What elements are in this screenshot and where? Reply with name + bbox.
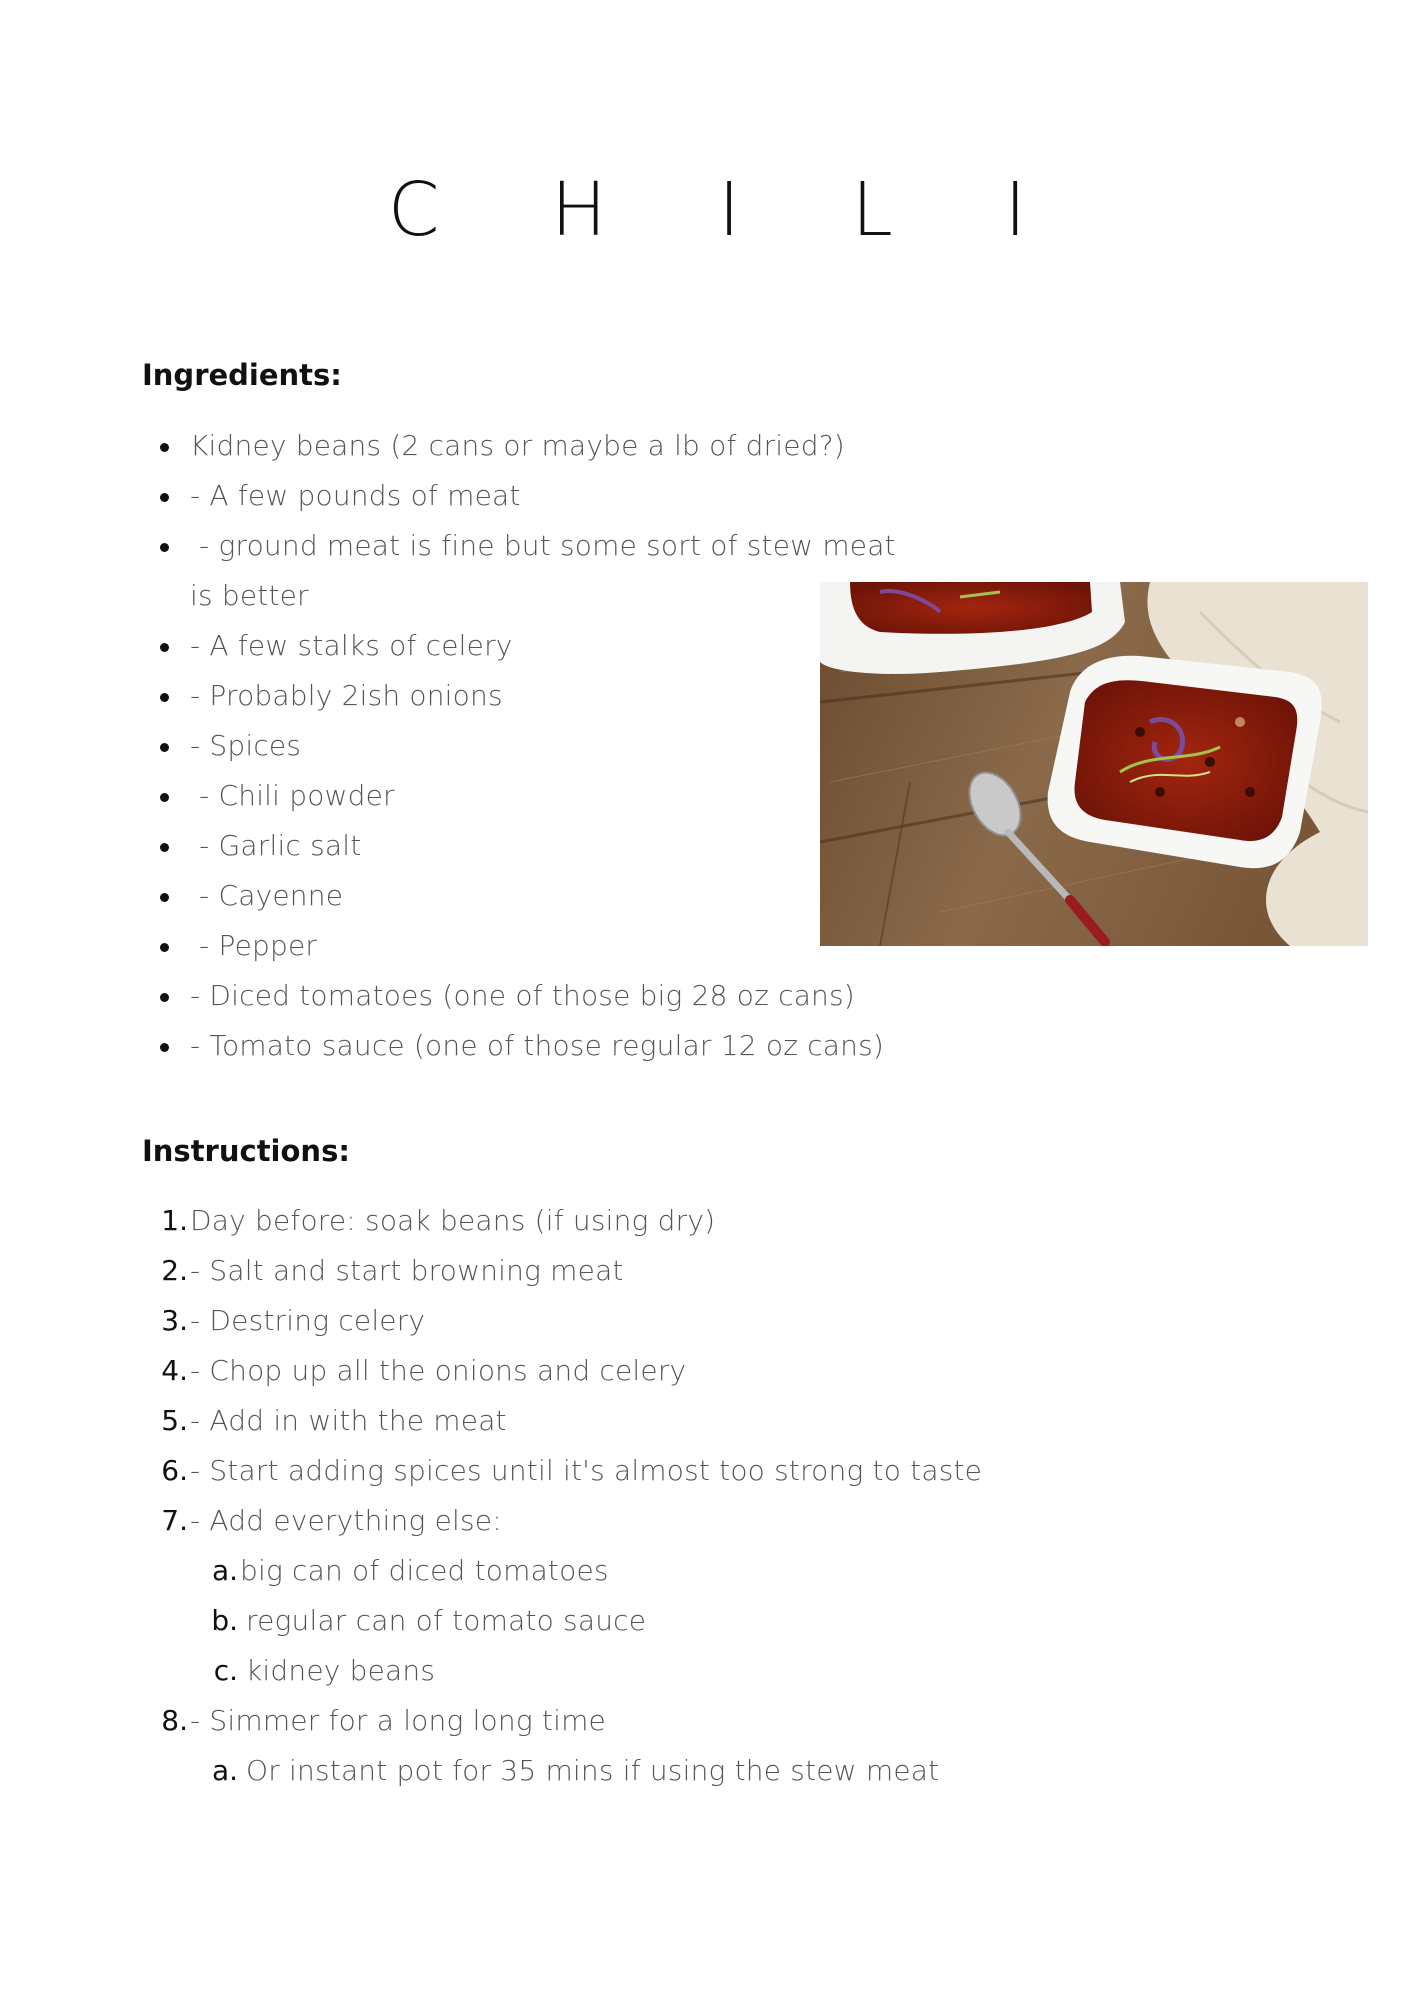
step-number: 6. (161, 1454, 188, 1487)
substep-text: big can of diced tomatoes (240, 1554, 609, 1587)
step-text: - Start adding spices until it's almost too strong to taste (190, 1454, 983, 1487)
step-number: 8. (161, 1704, 188, 1737)
bullet (160, 793, 169, 802)
step-number: 5. (161, 1404, 188, 1437)
substep-letter: c. (213, 1654, 238, 1687)
substep-text: Or instant pot for 35 mins if using the stew meat (246, 1754, 940, 1787)
list-item: - ground meat is fine but some sort of stew meat (190, 529, 896, 562)
instructions-heading: Instructions: (142, 1134, 350, 1168)
list-item: - Cayenne (190, 879, 344, 912)
step-number: 3. (161, 1304, 188, 1337)
list-item: - A few pounds of meat (190, 479, 521, 512)
list-item: - Garlic salt (190, 829, 362, 862)
bullet (160, 893, 169, 902)
substep-text: kidney beans (246, 1654, 436, 1687)
bullet (160, 1043, 169, 1052)
list-item: - Probably 2ish onions (190, 679, 503, 712)
step-number: 2. (161, 1254, 188, 1287)
step-text: - Simmer for a long long time (190, 1704, 606, 1737)
bullet (160, 943, 169, 952)
bullet (160, 443, 169, 452)
ingredients-heading: Ingredients: (142, 358, 342, 392)
step-text: - Add everything else: (190, 1504, 502, 1537)
bullet (160, 843, 169, 852)
list-item: - Tomato sauce (one of those regular 12 oz cans) (190, 1029, 885, 1062)
step-text: - Salt and start browning meat (190, 1254, 624, 1287)
list-item: - Chili powder (190, 779, 395, 812)
substep-letter: a. (211, 1554, 238, 1587)
list-item-continuation: is better (190, 579, 309, 612)
bullet (160, 693, 169, 702)
bullet (160, 643, 169, 652)
list-item: Kidney beans (2 cans or maybe a lb of dried?) (190, 429, 845, 462)
list-item: - A few stalks of celery (190, 629, 513, 662)
bullet (160, 743, 169, 752)
bullet (160, 543, 169, 552)
step-number: 4. (161, 1354, 188, 1387)
list-item: - Spices (190, 729, 302, 762)
substep-text: regular can of tomato sauce (246, 1604, 647, 1637)
step-number: 7. (161, 1504, 188, 1537)
step-text: - Destring celery (190, 1304, 426, 1337)
list-item: - Pepper (190, 929, 318, 962)
list-item: - Diced tomatoes (one of those big 28 oz cans) (190, 979, 855, 1012)
step-number: 1. (161, 1204, 188, 1237)
step-text: - Add in with the meat (190, 1404, 507, 1437)
step-text: Day before: soak beans (if using dry) (190, 1204, 716, 1237)
substep-letter: b. (211, 1604, 238, 1637)
bullet (160, 993, 169, 1002)
recipe-title: C H I L I (387, 167, 1071, 253)
substep-letter: a. (211, 1754, 238, 1787)
step-text: - Chop up all the onions and celery (190, 1354, 687, 1387)
bullet (160, 493, 169, 502)
chili-bowls-photo (820, 582, 1368, 946)
